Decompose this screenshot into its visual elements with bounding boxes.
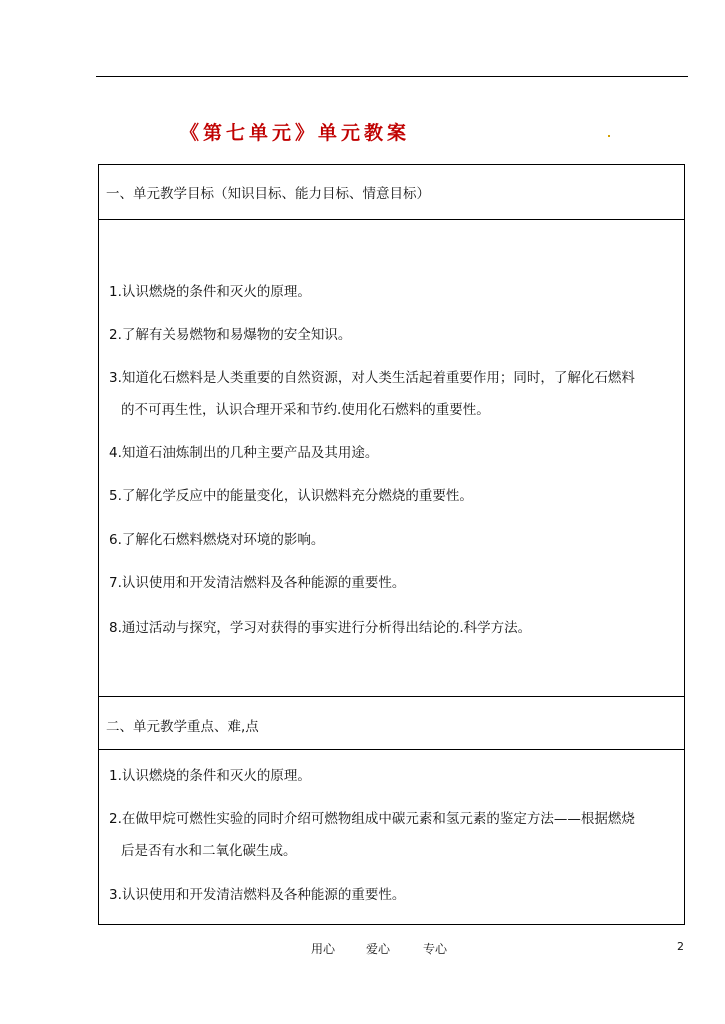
section1-heading: 一、单元教学目标（知识目标、能力目标、情意目标） (106, 186, 430, 202)
section1-heading-row (99, 165, 684, 219)
list-item: 8.通过活动与探究，学习对获得的事实进行分析得出结论的.科学方法。 (109, 620, 532, 636)
footer-text: 用心 (311, 942, 336, 956)
list-item: 7.认识使用和开发清洁燃料及各种能源的重要性。 (109, 575, 406, 591)
footer-text: 专心 (423, 942, 448, 956)
list-item: 3.知道化石燃料是人类重要的自然资源，对人类生活起着重要作用；同时，了解化石燃料 的不可再生性，认识合理开采和节约.使用化石燃料的重要性。 (109, 370, 635, 418)
section2-heading-row (99, 696, 684, 750)
decorative-dot (608, 135, 610, 137)
section2-heading: 二、单元教学重点、难,点 (106, 719, 259, 735)
section2-content-row (99, 749, 684, 927)
page-title: 《第七单元》单元教案 (179, 122, 410, 144)
lesson-plan-table (98, 164, 685, 925)
list-item: 1.认识燃烧的条件和灭火的原理。 (109, 284, 311, 300)
list-item: 2.在做甲烷可燃性实验的同时介绍可燃物组成中碳元素和氢元素的鉴定方法——根据燃烧 后是否有水和二氧化碳生成。 (109, 811, 635, 859)
list-item: 2.了解有关易燃物和易爆物的安全知识。 (109, 327, 352, 343)
section1-content-row (99, 219, 684, 697)
page-number: 2 (677, 940, 684, 953)
list-item: 6.了解化石燃料燃烧对环境的影响。 (109, 532, 325, 548)
list-item: 5.了解化学反应中的能量变化，认识燃料充分燃烧的重要性。 (109, 488, 473, 504)
list-item: 1.认识燃烧的条件和灭火的原理。 (109, 768, 311, 784)
header-rule (96, 76, 688, 77)
list-item: 4.知道石油炼制出的几种主要产品及其用途。 (109, 445, 379, 461)
list-item: 3.认识使用和开发清洁燃料及各种能源的重要性。 (109, 887, 406, 903)
footer-text: 爱心 (366, 942, 391, 956)
